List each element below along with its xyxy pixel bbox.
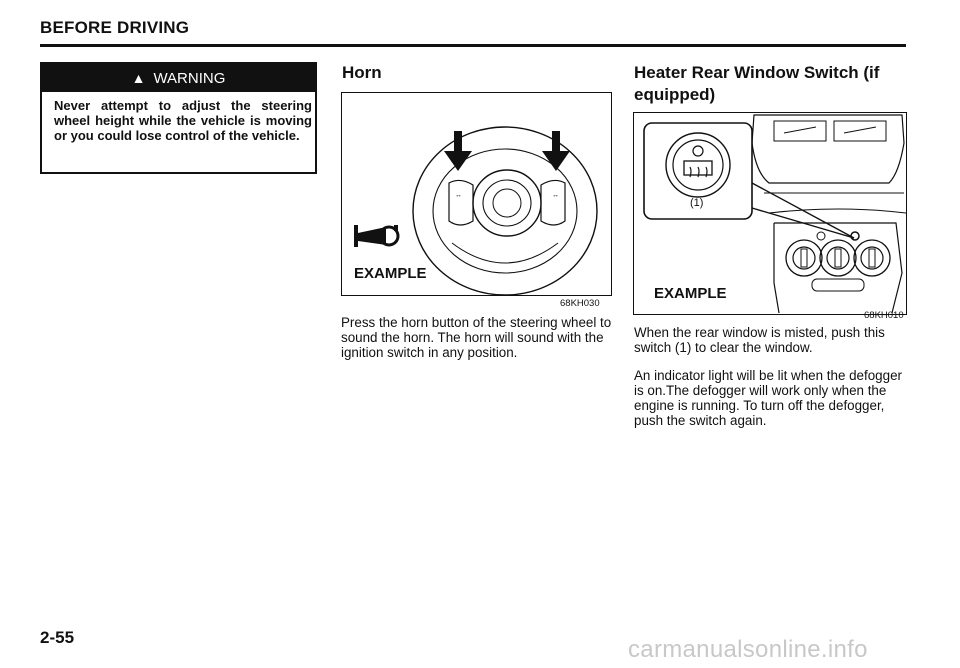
arrow-down-icon xyxy=(542,131,570,171)
heater-callout-label: (1) xyxy=(690,197,704,209)
control-knob-icon xyxy=(786,240,822,276)
heater-body-text-1: When the rear window is misted, push this switch (1) to clear the window. xyxy=(634,325,885,355)
heater-figure xyxy=(633,112,907,315)
watermark: carmanualsonline.info xyxy=(628,636,868,663)
svg-text:↔: ↔ xyxy=(455,192,462,199)
warning-header xyxy=(42,64,315,92)
warning-box xyxy=(40,62,317,174)
warning-text: Never attempt to adjust the steering wheel height while the vehicle is moving or you could lose control of the vehicle. xyxy=(54,98,312,143)
horn-figure-code: 68KH030 xyxy=(560,298,600,309)
warning-triangle-icon: ▲ xyxy=(131,70,146,86)
header-rule xyxy=(40,44,906,47)
horn-icon xyxy=(354,225,398,247)
heater-figure-code: 68KH010 xyxy=(864,310,904,321)
control-knob-icon xyxy=(820,240,856,276)
control-knob-icon xyxy=(854,240,890,276)
horn-figure xyxy=(341,92,612,296)
horn-heading: Horn xyxy=(342,63,382,82)
warning-label: WARNING xyxy=(153,69,226,87)
horn-body-text: Press the horn button of the steering wheel to sound the horn. The horn will sound with the ignition switch in any position. xyxy=(341,315,612,360)
heater-heading: Heater Rear Window Switch (if equipped) xyxy=(634,63,880,104)
section-title: BEFORE DRIVING xyxy=(40,18,190,37)
heater-body-text-2: An indicator light will be lit when the defogger is on.The defogger will work only when the engine is running. To turn off the defogger, push the switch again. xyxy=(634,368,902,428)
page-number: 2-55 xyxy=(40,628,75,647)
arrow-down-icon xyxy=(444,131,472,171)
heater-example-label: EXAMPLE xyxy=(654,285,727,302)
svg-text:↔: ↔ xyxy=(552,192,559,199)
horn-example-label: EXAMPLE xyxy=(354,265,427,282)
